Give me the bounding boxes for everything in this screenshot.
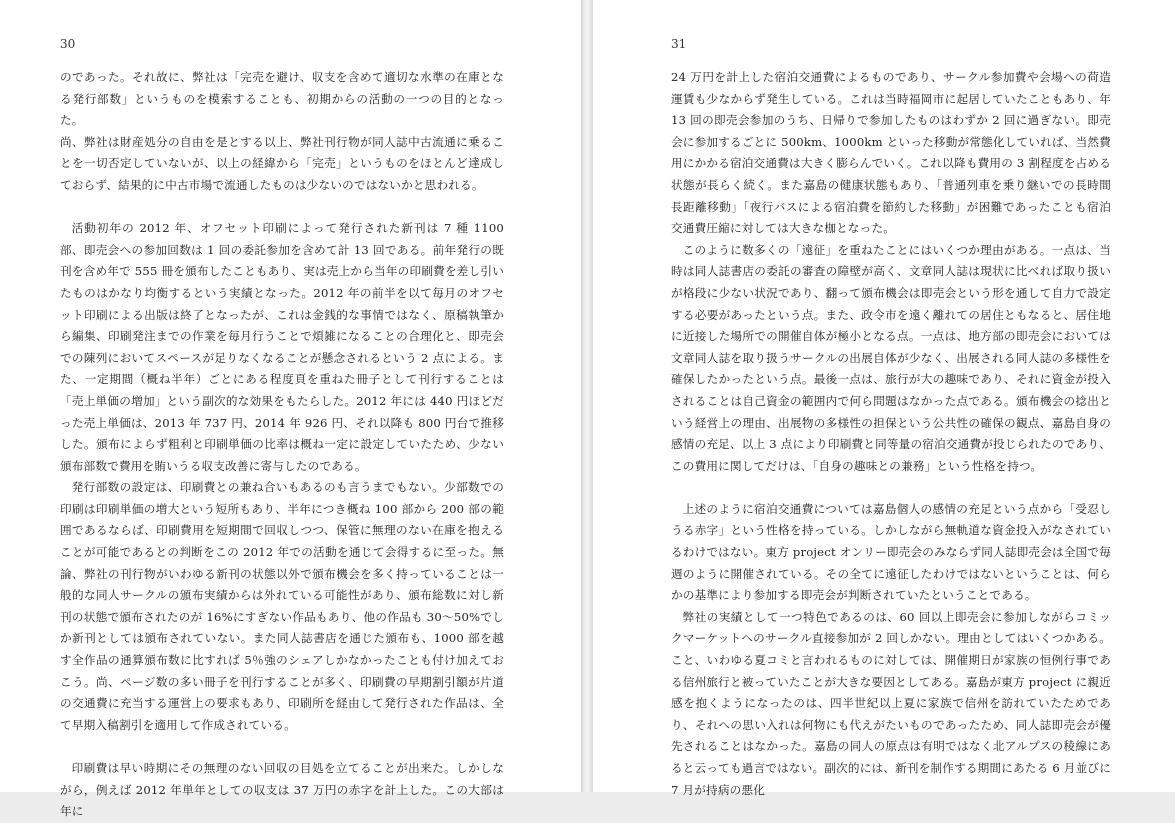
paragraph: このように数多くの「遠征」を重ねたことにはいくつか理由がある。一点は、当時は同人誌書店の委託の審査の障壁が高く、文章同人誌は現状に比べれば取り扱いが格段に少ない状況であり、翻って頒布機会は即売会という形を通して自力で設定する必要があったという点。また、政令市を遠く離れての居住ともなると、居住地に近接した場所での開催自体が極小となる点。一点は、地方部の即売会においては文章同人誌を取り扱うサークルの出展自体が少なく、出展される同人誌の多様性を確保したかったという点。最後一点は、旅行が大の趣味であり、それに資金が投入されることは自己資金の範囲内で何ら問題はなかった点である。頒布機会の捻出という経営上の理由、出展物の多様性の担保という公共性の確保の観点、嘉島自身の感情の充足、以上 3 点により印刷費と同等量の宿泊交通費が投じられたのであり、この費用に関してだけは、「自身の趣味との兼務」という性格を持つ。: [671, 242, 1111, 473]
paragraph-gap: [671, 477, 1111, 499]
paragraph: 24 万円を計上した宿泊交通費によるものであり、サークル参加費や会場への荷造運賃も少なからず発生している。これは当時福岡市に起居していたこともあり、年 13 回の即売会参加のうち、日帰りで参加したものはわずか 2 回に過ぎない。即売会に参加するごとに 500km、1000km といった移動が常態化していれば、当然費用にかかる宿泊交通費は大きく膨らんでいく。これ以降も費用の 3 割程度を占める状態が長らく続く。また嘉島の健康状態もあり、「普通列車を乗り継いでの長時間長距離移動」「夜行バスによる宿泊費を節約した移動」が困難であったことも宿泊交通費圧縮に対しては大きな枷となった。: [671, 70, 1111, 236]
paragraph: 上述のように宿泊交通費については嘉島個人の感情の充足という点から「受忍しうる赤字」という性格を持っている。しかしながら無軌道な資金投入がなされているわけではない。東方 project オンリー即売会のみならず同人誌即売会は全国で毎週のように開催されている。その全てに遠征したわけではないということは、何らかの基準により参加する即売会が判断されていたということである。: [671, 501, 1111, 603]
left-page: [0, 0, 581, 819]
right-page: [593, 0, 1175, 797]
paragraph: のであった。それ故に、弊社は「完売を避け、収支を含めて適切な水準の在庫となる発行部数」というものを模索することも、初期からの活動の一つの目的となった。: [60, 70, 504, 128]
page-body: [671, 67, 1111, 801]
paragraph-gap: [60, 736, 504, 758]
paragraph: 弊社の実績として一つ特色であるのは、60 回以上即売会に参加しながらコミックマーケットへのサークル直接参加が 2 回しかない。理由としてはいくつかある。こと、いわゆる夏コミと言われるものに対しては、開催期日が家族の恒例行事である信州旅行と被っていたことが大きな要因としてある。嘉島が東方 project に親近感を抱くようになったのは、四半世紀以上夏に家族で信州を訪れていたためであり、それへの思い入れは何物にも代えがたいものであったため、同人誌即売会が優先されることはなかった。嘉島の同人の原点は有明ではなく北アルプスの稜線にあると云っても過言ではない。副次的には、新刊を制作する期間にあたる 6 月並びに 7 月が持病の悪化: [671, 609, 1111, 797]
page-number: 30: [60, 37, 76, 51]
paragraph: 尚、弊社は財産処分の自由を是とする以上、弊社刊行物が同人誌中古流通に乗ることを一切否定していないが、以上の経緯から「完売」というものをほとんど達成しておらず、結果的に中古市場で流通したものは少ないのではないかと思われる。: [60, 134, 504, 192]
paragraph: 発行部数の設定は、印刷費との兼ね合いもあるのも言うまでもない。少部数での印刷は印刷単価の増大という短所もあり、半年につき概ね 100 部から 200 部の範囲であるならば、印刷費用を短期間で回収しつつ、保管に無理のない在庫を抱えることが可能であるとの判断をこの 2012 年での活動を通じて会得するに至った。無論、弊社の刊行物がいわゆる新刊の状態以外で頒布機会を多く持っていることは一般的な同人サークルの頒布実績からは外れている可能性があり、頒布総数に対し新刊の状態で頒布されたのが 16%にすぎない作品もあり、他の作品も 30～50%でしか新刊としては頒布されていない。また同人誌書店を通じた頒布も、1000 部を越す全作品の通算頒布数に比すれば 5％強のシェアしかなかったことも付け加えておこう。尚、ページ数の多い冊子を刊行することが多く、印刷費の早期割引額が片道の交通費に充当する運営上の要求もあり、印刷所を経由して発行された作品は、全て早期入稿割引を適用して作成されている。: [60, 480, 504, 732]
paragraph: 活動初年の 2012 年、オフセット印刷によって発行された新刊は 7 種 1100 部、即売会への参加回数は 1 回の委託参加を含めて計 13 回である。前年発行の既刊を含め年で 555 冊を頒布したこともあり、実は売上から当年の印刷費を差し引いたものはかなり均衡するという実績となった。2012 年の前半を以て毎月のオフセット印刷による出版は終了となったが、これは金銭的な事情ではなく、原稿執筆から編集、印刷発注までの作業を毎月行うことで煩雑になることの合理化と、即売会での陳列においてスペースが足りなくなることが懸念されるという 2 点による。また、一定期間（概ね半年）ごとにある程度頁を重ねた冊子として刊行することは「売上単価の増加」という副次的な効果をもたらした。2012 年には 440 円ほどだった売上単価は、2013 年 737 円、2014 年 926 円、それ以降も 800 円台で推移した。頒布によらず粗利と印刷単価の比率は概ね一定に設定していたため、少ない頒布部数で費用を賄いうる収支改善に寄与したのである。: [60, 221, 504, 473]
paragraph-gap: [60, 197, 504, 219]
book-gutter: [581, 0, 593, 792]
page-body: [60, 67, 504, 823]
paragraph: 印刷費は早い時期にその無理のない回収の目処を立てることが出来た。しかしながら，例えば 2012 年単年としての収支は 37 万円の赤字を計上した。この大部は年に: [60, 761, 504, 819]
page-number: 31: [671, 37, 687, 51]
